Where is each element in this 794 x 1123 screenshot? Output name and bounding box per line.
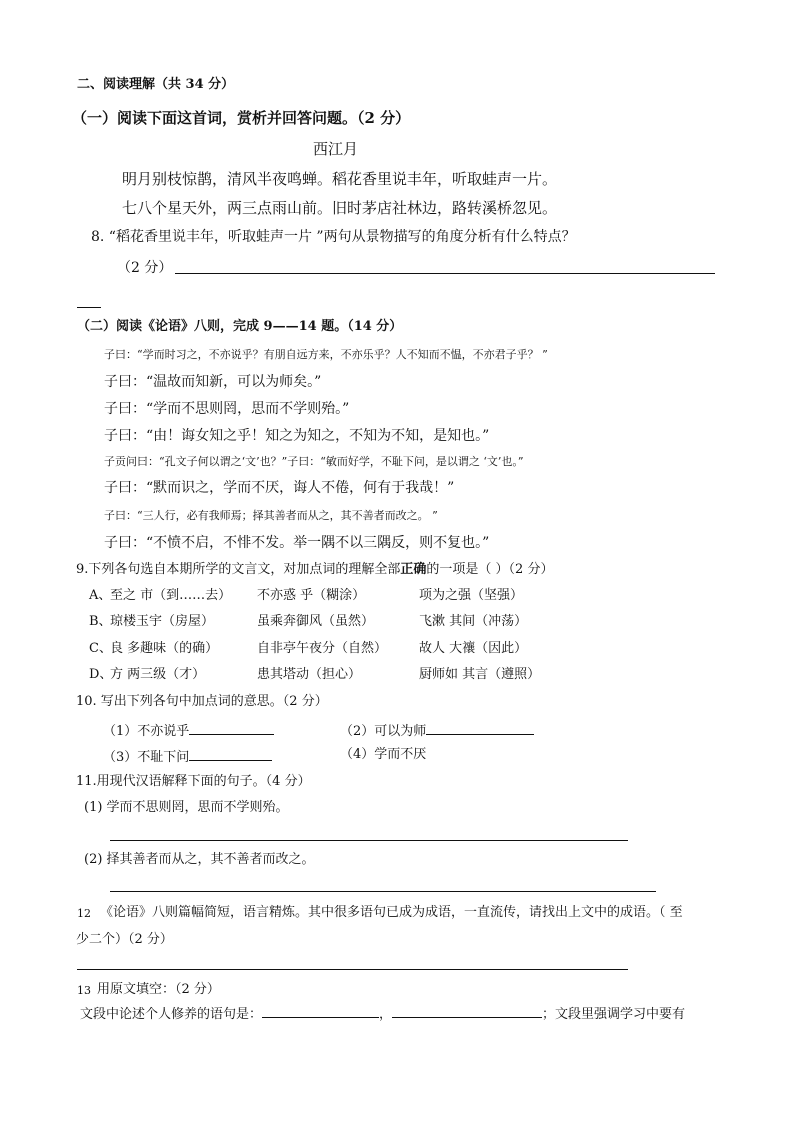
q11-answer-line-2[interactable] [110,891,656,892]
quote-8: 子曰：“不愤不启，不悱不发。举一隅不以三隅反，则不复也。” [104,535,490,551]
quote-3: 子曰：“学而不思则罔，思而不学则殆。” [104,401,350,417]
q10-item-2: （2）可以为师 [340,722,534,738]
q13-stem: 用原文填空：（2 分） [97,982,220,997]
quote-5: 子贡问曰：“孔文子何以谓之‘文’也？”子曰：“敏而好学，不耻下问，是以谓之 ‘文’也。” [104,455,524,468]
q9-option-a-2: 不亦惑 乎（糊涂） [257,588,366,603]
poem-line-2: 七八个星天外，两三点雨山前。旧时茅店社林边，路转溪桥忽见。 [122,199,558,217]
q10-blank-1[interactable] [189,722,274,735]
q10-stem: 10. 写出下列各句中加点词的意思。（2 分） [76,694,328,709]
q9-option-b-3: 飞漱 其间（冲荡） [419,614,528,629]
q10-blank-3[interactable] [189,748,272,761]
part2-heading: （二）阅读《论语》八则，完成 9——14 题。（14 分） [77,319,403,334]
q12-answer-line[interactable] [77,969,628,970]
q9-option-b-label: B、 [89,614,112,629]
poem-title: 西江月 [313,140,359,158]
quote-7: 子曰：“三人行，必有我师焉；择其善者而从之，其不善者而改之。 ” [104,509,438,522]
q8-answer-line-2[interactable] [77,307,101,308]
q9-option-a-3: 项为之强（坚强） [419,588,524,603]
q9-option-d-1: 方 两三级（才） [110,667,206,682]
q9-option-a-label: A、 [89,588,112,603]
q11-sentence-1: (1) 学而不思则罔，思而不学则殆。 [84,800,289,815]
q10-item-3: （3）不耻下问 [103,748,272,764]
q13-number: 13 [77,984,91,997]
q9-option-b-1: 琼楼玉宇（房屋） [110,614,215,629]
quote-4: 子曰：“由！诲女知之乎！知之为知之，不知为不知，是知也。” [104,428,490,444]
q13-fill-line: 文段中论述个人修养的语句是： ， ；文段里强调学习中要有 [80,1007,686,1022]
q9-option-a-1: 至之 市（到……去） [110,588,232,603]
q8-answer-line[interactable] [175,273,715,274]
q9-option-c-1: 良 多趣味（的确） [110,641,219,656]
q12-line-1: 《论语》八则篇幅简短，语言精炼。其中很多语句已成为成语，一直流传，请找出上文中的成语。（ 至 [100,905,683,920]
q9-option-d-2: 患其塔动（担心） [257,667,362,682]
section-title: 二、阅读理解（共 34 分） [77,77,235,92]
q9-option-b-2: 虽乘奔御风（虽然） [257,614,375,629]
q9-option-d-3: 厨师如 其言（遵照） [419,667,541,682]
q9-stem: 9.下列各句选自本期所学的文言文，对加点词的理解全部正确的一项是（ ）（2 分） [76,562,554,577]
poem-line-1: 明月别枝惊鹊，清风半夜鸣蝉。稻花香里说丰年，听取蛙声一片。 [122,170,558,188]
q11-stem: 11.用现代汉语解释下面的句子。（4 分） [76,774,311,789]
q10-blank-2[interactable] [426,722,534,735]
q10-item-1: （1）不亦说乎 [103,722,274,738]
q9-option-c-2: 自非亭午夜分（自然） [257,641,388,656]
q10-item-4: （4）学而不厌 [340,747,427,762]
part1-heading: （一）阅读下面这首词，赏析并回答问题。（2 分） [72,109,411,127]
q9-option-d-label: D、 [89,667,113,682]
q9-option-c-3: 故人 大禳（因此） [419,641,528,656]
q8-score: （2 分） [117,260,173,276]
q13-blank-1[interactable] [262,1005,379,1018]
quote-2: 子曰：“温故而知新，可以为师矣。” [104,374,322,390]
q8-text: 8. “稻花香里说丰年，听取蛙声一片 ”两句从景物描写的角度分析有什么特点？ [91,229,576,245]
quote-6: 子曰：“默而识之，学而不厌，诲人不倦，何有于我哉！” [104,480,455,496]
quote-1: 子曰：“学而时习之，不亦说乎？有朋自远方来，不亦乐乎？人不知而不愠，不亦君子乎？ ” [104,348,548,361]
q11-sentence-2: (2) 择其善者而从之，其不善者而改之。 [84,852,315,867]
q9-option-c-label: C、 [89,641,112,656]
q12-line-2: 少二个）（2 分） [76,932,173,947]
q11-answer-line-1[interactable] [110,840,628,841]
q13-blank-2[interactable] [392,1005,542,1018]
q12-number: 12 [77,907,91,920]
